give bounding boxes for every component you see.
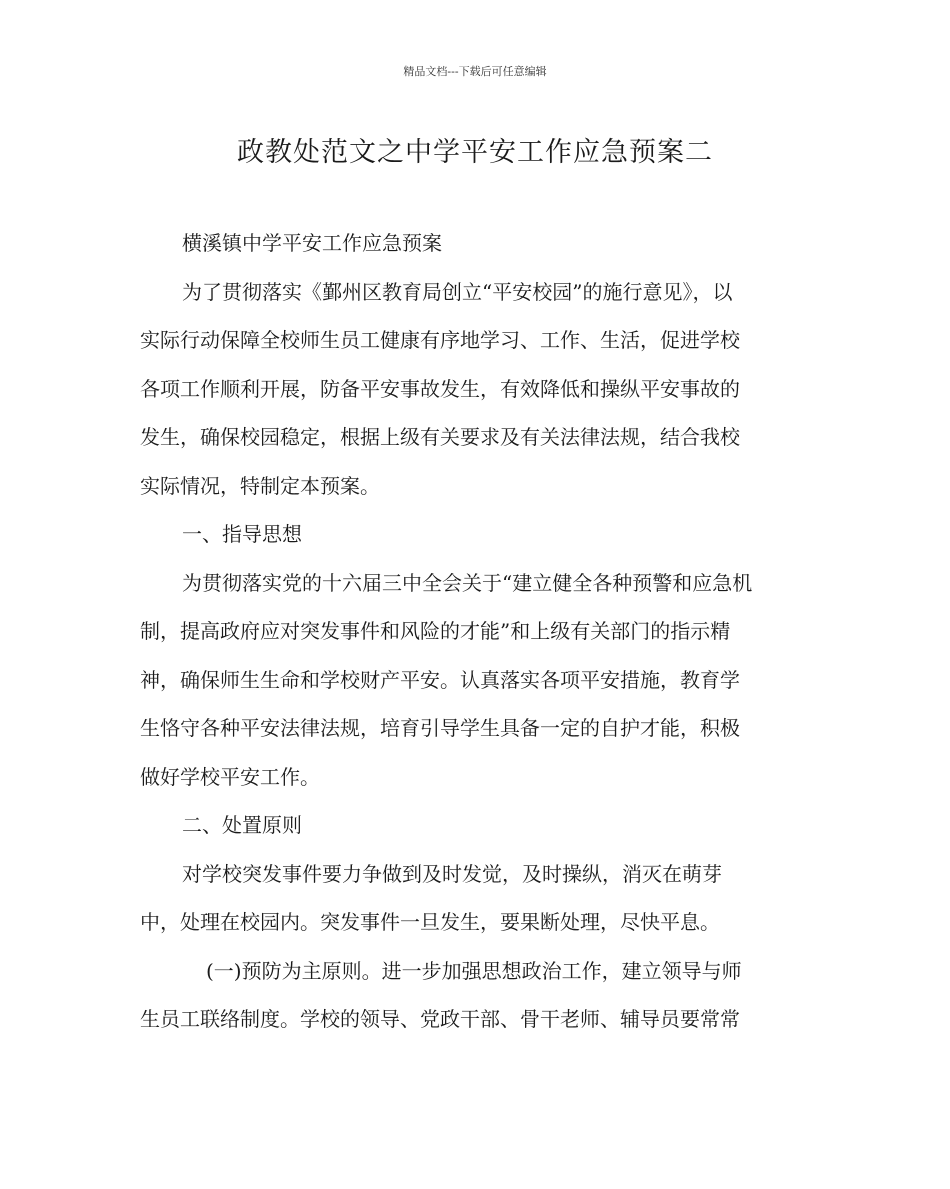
paragraph-line: 各项工作顺利开展，防备平安事故发生，有效降低和操纵平安事故的 [140, 376, 740, 401]
paragraph-line: 生恪守各种平安法律法规，培育引导学生具备一定的自护才能，积极 [140, 716, 740, 740]
paragraph-line: 为了贯彻落实《鄞州区教育局创立“平安校园”的施行意见》，以 [182, 279, 733, 304]
paragraph-line: 为贯彻落实党的十六届三中全会关于“建立健全各种预警和应急机 [182, 570, 753, 595]
paragraph-line: 制，提高政府应对突发事件和风险的才能”和上级有关部门的指示精 [140, 619, 731, 643]
paragraph-line: 做好学校平安工作。 [140, 764, 320, 789]
paragraph-line: 生员工联络制度。学校的领导、党政干部、骨干老师、辅导员要常常 [140, 1007, 740, 1031]
document-title: 政教处范文之中学平安工作应急预案二 [237, 137, 713, 168]
document-body [140, 219, 808, 1044]
paragraph-line: (一)预防为主原则。进一步加强思想政治工作，建立领导与师 [206, 958, 742, 983]
section-heading: 二、处置原则 [182, 813, 302, 837]
paragraph-line: 实际行动保障全校师生员工健康有序地学习、工作、生活，促进学校 [140, 328, 740, 352]
paragraph-line: 对学校突发事件要力争做到及时发觉，及时操纵，消灭在萌芽 [182, 861, 722, 886]
paragraph-line: 发生，确保校园稳定，根据上级有关要求及有关法律法规，结合我校 [140, 425, 740, 449]
paragraph-line: 中，处理在校园内。突发事件一旦发生，要果断处理，尽快平息。 [140, 910, 720, 934]
page-header: 精品文档---下载后可任意编辑 [403, 65, 547, 78]
paragraph-line: 实际情况，特制定本预案。 [140, 473, 380, 498]
section-heading: 一、指导思想 [182, 522, 302, 546]
paragraph-line: 横溪镇中学平安工作应急预案 [182, 231, 442, 255]
paragraph-line: 神，确保师生生命和学校财产平安。认真落实各项平安措施，教育学 [140, 667, 740, 692]
